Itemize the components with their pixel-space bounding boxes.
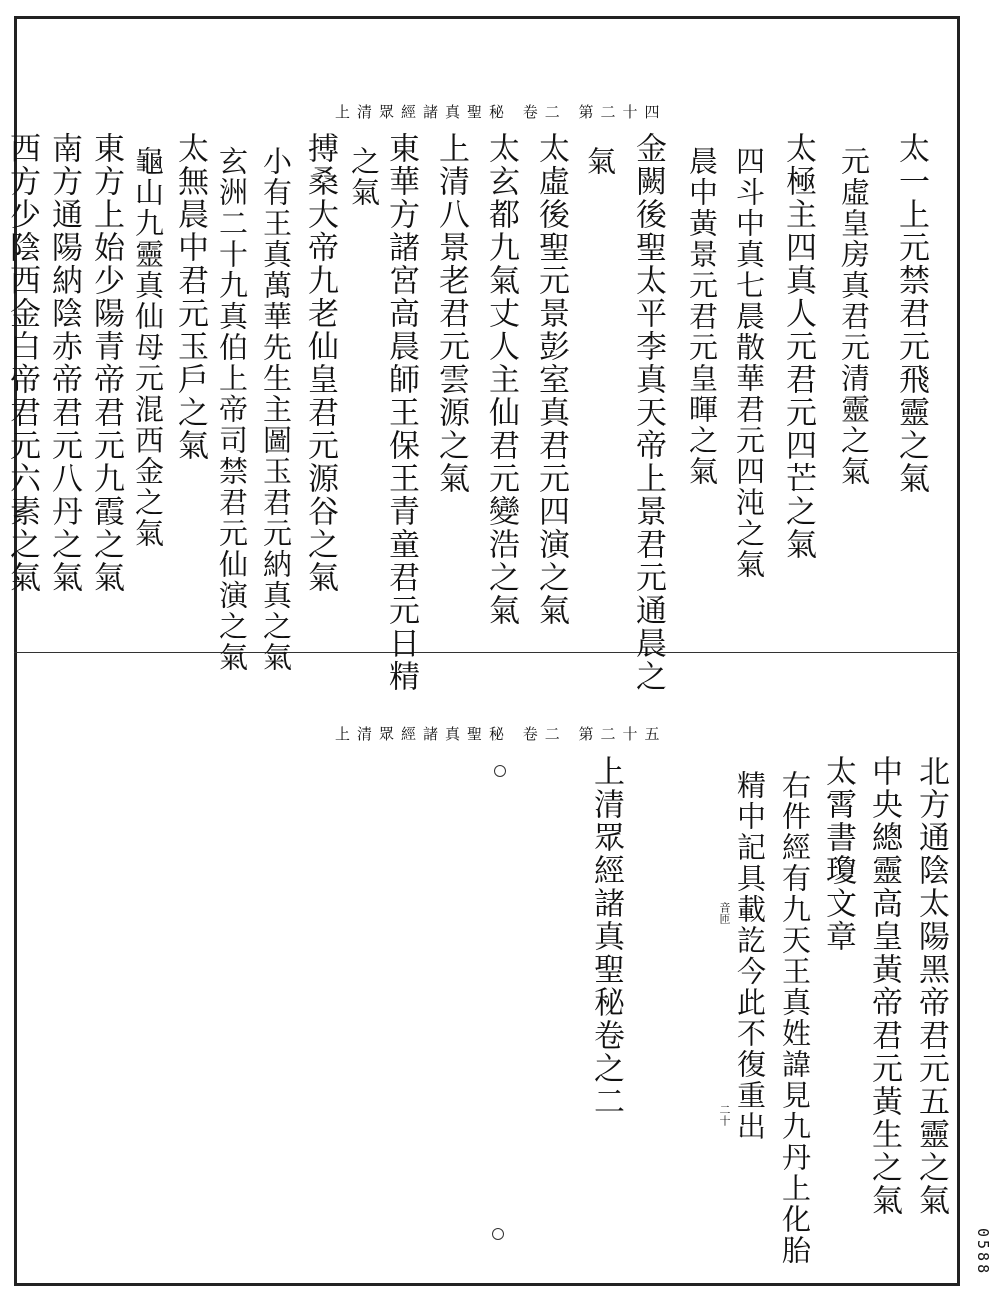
- lower-page-header: 上清眾經諸真聖秘 卷二 第二十五: [335, 725, 667, 743]
- text-column: 四斗中真七晨散華君元四沌之氣: [732, 146, 766, 580]
- page-number: 0588: [974, 1228, 992, 1277]
- text-column: 之氣: [347, 146, 381, 208]
- text-column: 中央總靈高皇黃帝君元黃生之氣: [866, 755, 902, 1217]
- text-column: 太無晨中君元玉戶之氣: [172, 132, 208, 462]
- text-column: 小有王真萬華先生主圖玉君元納真之氣: [259, 146, 293, 673]
- text-column: 晨中黃景元君元皇暉之氣: [685, 146, 719, 487]
- text-column: 玄洲二十九真伯上帝司禁君元仙演之氣: [215, 146, 249, 673]
- text-column: 太霄書瓊文章: [820, 755, 856, 953]
- upper-page-header: 上清眾經諸真聖秘 卷二 第二十四: [335, 103, 667, 121]
- text-column: 南方通陽納陰赤帝君元八丹之氣: [46, 132, 82, 594]
- text-column: 太一上元禁君元飛靈之氣: [893, 132, 929, 495]
- text-column: 精中記具載訖今此不復重出: [733, 770, 767, 1142]
- text-column: 右件經有九天王真姓諱見九丹上化胎: [778, 770, 812, 1266]
- text-column: 元虛皇房真君元清靈之氣: [837, 146, 871, 487]
- text-column: 龜山九靈真仙母元混西金之氣: [131, 146, 165, 549]
- text-column: 太玄都九氣丈人主仙君元變浩之氣: [483, 132, 519, 627]
- annotation-note: 二十: [718, 1104, 731, 1126]
- text-column: 北方通陰太陽黑帝君元五靈之氣: [913, 755, 949, 1217]
- text-column: 金闕後聖太平李真天帝上景君元通晨之: [630, 132, 666, 693]
- text-column: 氣: [583, 146, 617, 177]
- text-column: 上清眾經諸真聖秘卷之二: [588, 755, 624, 1118]
- circle-mark: [494, 765, 506, 777]
- text-column: 搏桑大帝九老仙皇君元源谷之氣: [302, 132, 338, 594]
- text-column: 上清八景老君元雲源之氣: [433, 132, 469, 495]
- text-column: 太極主四真人元君元四芒之氣: [780, 132, 816, 561]
- page-divider: [14, 652, 960, 653]
- text-column: 西方少陰西金白帝君元六素之氣: [4, 132, 40, 594]
- annotation-note: 音匝: [718, 902, 731, 924]
- circle-mark: [492, 1228, 504, 1240]
- text-column: 東方上始少陽青帝君元九霞之氣: [88, 132, 124, 594]
- text-column: 東華方諸宮高晨師王保王青童君元日精: [383, 132, 419, 693]
- text-column: 太虛後聖元景彭室真君元四演之氣: [533, 132, 569, 627]
